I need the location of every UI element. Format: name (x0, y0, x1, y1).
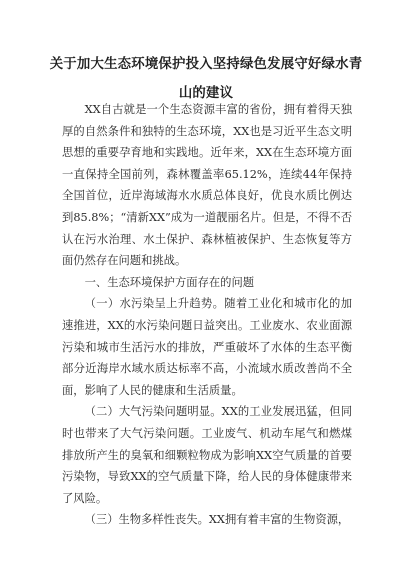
air-pollution-paragraph: （二）大气污染问题明显。XX的工业发展迅猛，但同时也带来了大气污染问题。工业废气、机动车尾气和燃煤排放所产生的臭氧和细颗粒物成为影响XX空气质量的首要污染物，导致XX的空气质量下降，给人民的身体健康带来了风险。 (62, 405, 352, 505)
section-heading: 一、生态环境保护方面存在的问题 (84, 275, 255, 289)
intro-paragraph: XX自古就是一个生态资源丰富的省份，拥有着得天独厚的自然条件和独特的生态环境，XX也是习近平生态文明思想的重要孕育地和实践地。近年来，XX在生态环境方面一直保持全国前列，森林覆盖率65.12%，连续44年保持全国首位，近岸海域海水水质总体良好，优良水质比例达到85.8%；“清新XX”成为一道靓丽名片。但是，不得不否认在污水治理、水土保护、森林植被保护、生态恢复等方面仍然存在问题和挑战。 (62, 103, 352, 268)
biodiversity-paragraph: （三）生物多样性丧失。XX拥有着丰富的生物资源， (84, 513, 350, 527)
document-body (62, 99, 352, 531)
document-title: 关于加大生态环境保护投入坚持绿色发展守好绿水青山的建议 (49, 56, 363, 101)
water-pollution-paragraph: （一）水污染呈上升趋势。随着工业化和城市化的加速推进，XX的水污染问题日益突出。工业废水、农业面源污染和城市生活污水的排放，严重破坏了水体的生态平衡部分近海岸水域水质达标率不高，小流域水质改善尚不全面，影响了人民的健康和生活质量。 (62, 297, 352, 397)
